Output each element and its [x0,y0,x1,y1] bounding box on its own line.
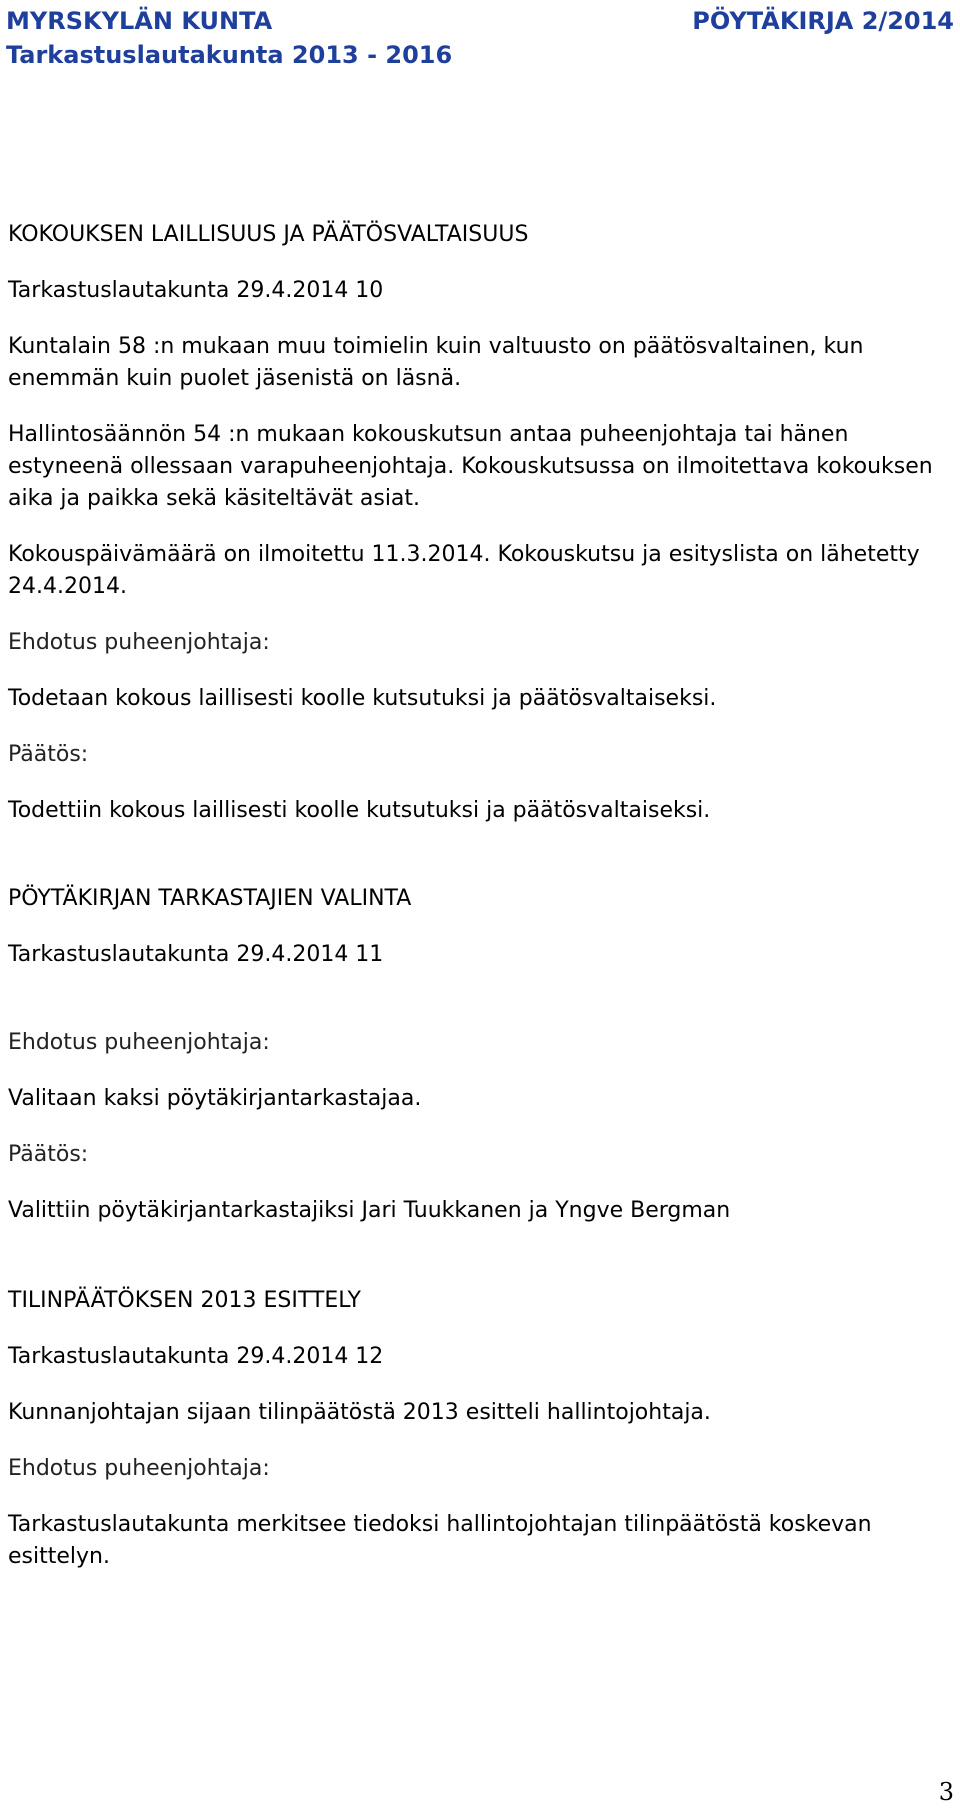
proposal-text: Todetaan kokous laillisesti koolle kutsutuksi ja päätösvaltaiseksi. [8,686,717,711]
decision-label: Päätös: [8,1142,89,1167]
committee-name: Tarkastuslautakunta 2013 - 2016 [6,41,453,69]
proposal-text: Tarkastuslautakunta merkitsee tiedoksi hallintojohtajan tilinpäätöstä koskevan esittelyn. [8,1512,872,1569]
proposal-text: Valitaan kaksi pöytäkirjantarkastajaa. [8,1086,422,1111]
document-number: PÖYTÄKIRJA 2/2014 [692,7,954,35]
section-reference: Tarkastuslautakunta 29.4.2014 12 [8,1344,384,1369]
section-minutes-checkers [8,883,938,1227]
proposal-label: Ehdotus puheenjohtaja: [8,1456,270,1481]
decision-text: Valittiin pöytäkirjantarkastajiksi Jari Tuukkanen ja Yngve Bergman [8,1198,731,1223]
section-meeting-legality [8,219,938,827]
proposal-label: Ehdotus puheenjohtaja: [8,630,270,655]
paragraph: Kunnanjohtajan sijaan tilinpäätöstä 2013 esitteli hallintojohtaja. [8,1400,711,1425]
paragraph: Kokouspäivämäärä on ilmoitettu 11.3.2014. Kokouskutsu ja esityslista on lähetetty 24.4.2014. [8,542,920,599]
section-title: TILINPÄÄTÖKSEN 2013 ESITTELY [8,1288,361,1313]
paragraph: Hallintosäännön 54 :n mukaan kokouskutsun antaa puheenjohtaja tai hänen estyneenä ollessaan varapuheenjohtaja. Kokouskutsussa on ilmoitettava kokouksen aika ja paikka sekä käsiteltävät asiat. [8,422,933,511]
paragraph: Kuntalain 58 :n mukaan muu toimielin kuin valtuusto on päätösvaltainen, kun enemmän kuin puolet jäsenistä on läsnä. [8,334,864,391]
proposal-label: Ehdotus puheenjohtaja: [8,1030,270,1055]
document-body [8,219,938,1573]
section-reference: Tarkastuslautakunta 29.4.2014 11 [8,942,384,967]
page-number: 3 [938,1778,954,1806]
decision-text: Todettiin kokous laillisesti koolle kutsutuksi ja päätösvaltaiseksi. [8,798,711,823]
section-reference: Tarkastuslautakunta 29.4.2014 10 [8,278,384,303]
section-financial-statement [8,1285,938,1573]
section-title: KOKOUKSEN LAILLISUUS JA PÄÄTÖSVALTAISUUS [8,222,529,247]
page-header [6,4,954,72]
section-title: PÖYTÄKIRJAN TARKASTAJIEN VALINTA [8,886,412,911]
decision-label: Päätös: [8,742,89,767]
municipality-name: MYRSKYLÄN KUNTA [6,7,273,35]
